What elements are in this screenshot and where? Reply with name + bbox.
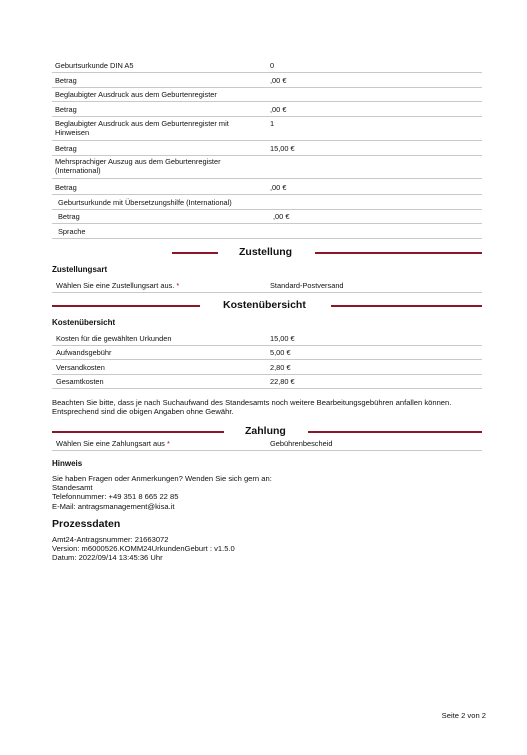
- cert-row: [52, 144, 482, 156]
- cost-row: [52, 377, 482, 389]
- section-heading-zahlung: [52, 425, 482, 439]
- cost-row-label: Gesamtkosten: [56, 377, 104, 386]
- section-title: Zahlung: [245, 425, 286, 437]
- section-title: Kostenübersicht: [223, 299, 306, 311]
- cert-row: [52, 90, 482, 102]
- field-label: Wählen Sie eine Zahlungsart aus: [56, 439, 165, 448]
- cost-row-value: 15,00 €: [270, 334, 295, 343]
- cert-row: [52, 227, 482, 239]
- hinweis-text: [52, 474, 482, 511]
- form-row-zustellungsart: [52, 281, 482, 293]
- cert-row-label: Betrag: [55, 144, 77, 153]
- cert-row-value: 15,00 €: [270, 144, 295, 153]
- cost-row-value: 22,80 €: [270, 377, 295, 386]
- subheading-kosten: Kostenübersicht: [52, 318, 116, 327]
- cert-row-label: Betrag: [55, 76, 77, 85]
- section-divider: [52, 431, 224, 433]
- section-divider: [52, 305, 200, 307]
- cert-row-value: 1: [270, 119, 275, 128]
- cert-row: [52, 183, 482, 195]
- field-label-group: [56, 439, 266, 448]
- cert-row-value: 0: [270, 61, 275, 70]
- cert-row: [52, 105, 482, 117]
- cert-row: [52, 198, 482, 210]
- section-divider: [315, 252, 482, 254]
- section-title: Zustellung: [239, 246, 293, 258]
- cert-row: [52, 119, 482, 141]
- section-divider: [172, 252, 218, 254]
- required-mark: *: [176, 281, 180, 290]
- cert-row: [52, 157, 482, 179]
- hinweis-email: E-Mail: antragsmanagement@kisa.it: [52, 501, 175, 511]
- field-label: Wählen Sie eine Zustellungsart aus.: [56, 281, 175, 290]
- hinweis-line: Standesamt: [52, 483, 93, 493]
- cert-row-value: ,00 €: [273, 212, 290, 221]
- prozess-line: Datum: 2022/09/14 13:45:36 Uhr: [52, 553, 163, 563]
- cert-row-label: Sprache: [58, 227, 86, 236]
- cert-row: [52, 212, 482, 224]
- cert-row-label: Betrag: [58, 212, 80, 221]
- field-value: Standard-Postversand: [270, 281, 344, 290]
- subheading-hinweis: Hinweis: [52, 459, 83, 468]
- cert-row-label: Geburtsurkunde DIN A5: [55, 61, 134, 70]
- cost-row: [52, 363, 482, 375]
- subheading-zustellungsart: Zustellungsart: [52, 265, 108, 274]
- hinweis-line: Sie haben Fragen oder Anmerkungen? Wenden Sie sich gern an:: [52, 474, 272, 483]
- cert-row-label: Betrag: [55, 183, 77, 192]
- required-mark: *: [166, 439, 170, 448]
- cost-row-label: Versandkosten: [56, 363, 105, 372]
- cert-row-label: Beglaubigter Ausdruck aus dem Geburtenregister mit Hinweisen: [55, 119, 229, 137]
- cert-row-label: Betrag: [55, 105, 77, 114]
- cost-row-label: Aufwandsgebühr: [56, 348, 112, 357]
- cert-row-value: ,00 €: [270, 183, 287, 192]
- section-heading-zustellung: [52, 246, 482, 260]
- cost-row-value: 2,80 €: [270, 363, 291, 372]
- form-row-zahlungsart: [52, 439, 482, 451]
- cert-row: [52, 61, 482, 73]
- cert-row-label: Geburtsurkunde mit Übersetzungshilfe (International): [58, 198, 232, 207]
- prozess-text: [52, 535, 482, 563]
- cert-row-value: ,00 €: [270, 76, 287, 85]
- cost-row-value: 5,00 €: [270, 348, 291, 357]
- cert-row-label: Mehrsprachiger Auszug aus dem Geburtenregister (International): [55, 157, 221, 175]
- hinweis-phone: Telefonnummer: +49 351 8 665 22 85: [52, 492, 179, 502]
- cost-row: [52, 348, 482, 360]
- heading-prozessdaten: Prozessdaten: [52, 518, 121, 530]
- cost-note: Beachten Sie bitte, dass je nach Suchaufwand des Standesamts noch weitere Bearbeitungsgebühren anfallen können. Entsprechend sind die obigen Angaben ohne Gewähr.: [52, 398, 452, 417]
- cost-row: [52, 334, 482, 346]
- field-value: Gebührenbescheid: [270, 439, 333, 448]
- cert-row-label: Beglaubigter Ausdruck aus dem Geburtenregister: [55, 90, 217, 99]
- section-divider: [308, 431, 482, 433]
- section-divider: [331, 305, 482, 307]
- prozess-line: Amt24-Antragsnummer: 21663072: [52, 535, 169, 544]
- section-heading-kosten: [52, 299, 482, 313]
- page-number: Seite 2 von 2: [441, 711, 486, 720]
- field-label-group: [56, 281, 266, 290]
- prozess-line: Version: m6000526.KOMM24UrkundenGeburt : v1.5.0: [52, 544, 235, 554]
- cost-row-label: Kosten für die gewählten Urkunden: [56, 334, 172, 343]
- cert-row-value: ,00 €: [270, 105, 287, 114]
- cert-row: [52, 76, 482, 88]
